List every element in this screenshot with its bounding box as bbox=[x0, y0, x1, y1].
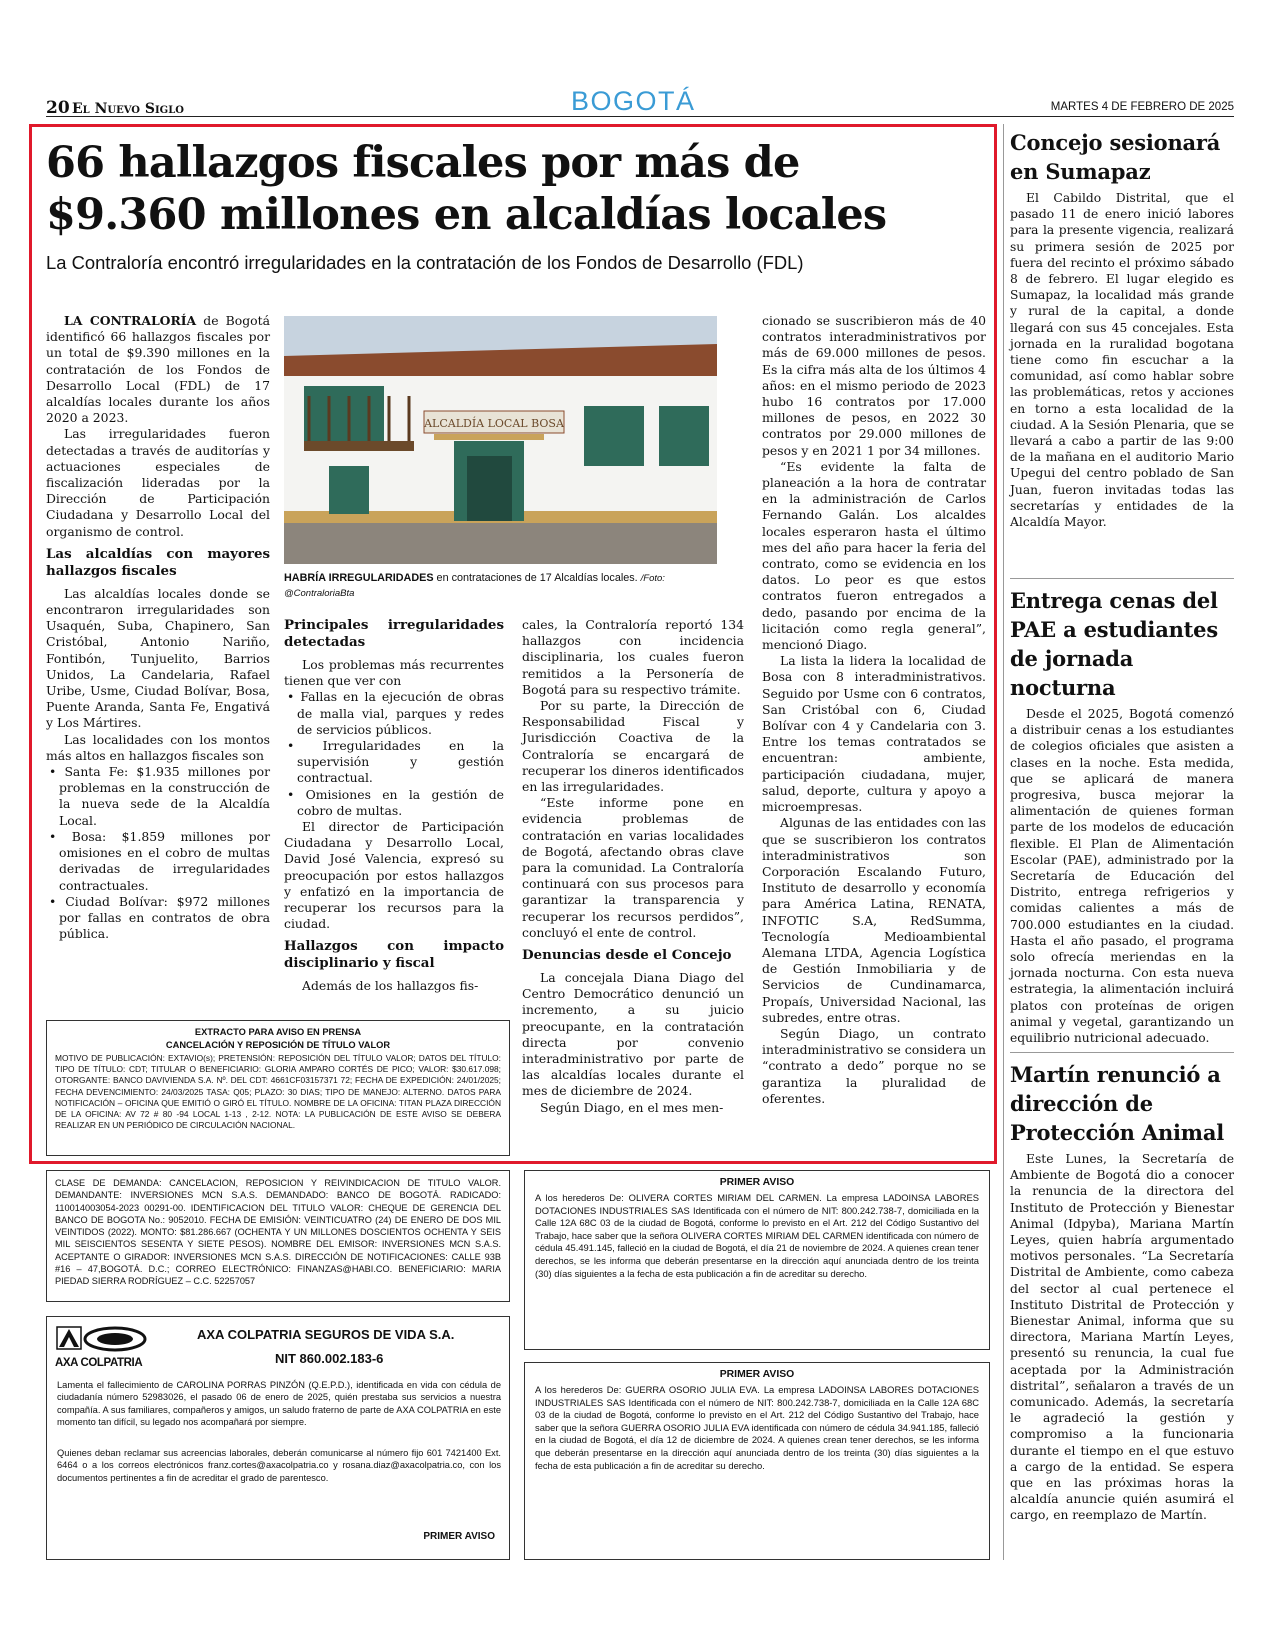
subheadline: La Contraloría encontró irregularidades en la contratación de los Fondos de Desarrollo (FDL) bbox=[46, 252, 804, 273]
paragraph: Algunas de las entidades con las que se suscribieron los contratos interadministrativos son Corporación Escalando Futuro, Instituto de desarrollo y economía para América Latina, RENATA, INFOTIC S.A, RedSumma, Tecnología Medioambiental Alemana LTDA, Agencia Logística de Gestión Inmobiliaria y de Servicios de Cundinamarca, Propaís, Universidad Nacional, las subredes, entre otras. bbox=[762, 815, 986, 1025]
ad-body: A los herederos De: GUERRA OSORIO JULIA EVA. La empresa LADOINSA LABORES DOTACIONES INDUSTRIALES SAS Identificada con el número de NIT: 800.242.738-7, domiciliada en la Calle 12A 68C 03 de la ciudad de Bogotá, conforme lo previsto en el Art. 212 del Código Sustantivo del Trabajo, hace saber que la señora GUERRA OSORIO JULIA EVA identificada con número de cédula 34.941.185, falleció en la ciudad de Bogotá, el día 12 de diciembre de 2024. A quienes crean tener derechos, se les informa que deberán presentarse en la dirección aquí anunciada dentro de los treinta (30) días siguientes a la fecha de esta publicación a fin de acreditar su derecho. bbox=[535, 1384, 979, 1471]
paragraph: Las irregularidades fueron detectadas a través de auditorías y actuaciones especiales de fiscalización lideradas por la Dirección de Participación Ciudadana y Desarrollo Local del organismo de control. bbox=[46, 426, 270, 539]
lead-bold: LA CONTRALORÍA bbox=[64, 313, 197, 328]
issue-date: MARTES 4 DE FEBRERO DE 2025 bbox=[1050, 101, 1234, 113]
axa-logo-icon bbox=[55, 1325, 155, 1353]
ad-paragraph: Quienes deban reclamar sus acreencias laborales, deberán comunicarse al número fijo 601 7421400 Ext. 6464 o a los correos electrónicos franz.cortes@axacolpatria.co y rosana.diaz@axacolpatria.co, con los documentos pertinentes a fin de acreditar el grado de parentesco. bbox=[57, 1448, 501, 1483]
sidebar-story-2 bbox=[1010, 586, 1234, 1046]
ad-aviso-1 bbox=[524, 1170, 990, 1350]
ad-body: CLASE DE DEMANDA: CANCELACION, REPOSICION Y REIVINDICACION DE TITULO VALOR. DEMANDANTE: INVERSIONES MCN S.A.S. DEMANDADO: BANCO DE BOGOTÁ. RADICADO: 11001400305​4-2023 00291-00. IDENTIFICACION DEL TITULO VALOR: CHEQUE DE GERENCIA DEL BANCO DE BOGOTA No.: 9052010. FECHA DE EMISIÓN: VEINTICUATRO (24) DE ENERO DE DOS MIL VEINTIDOS (2022). MONTO: $81.286.667 (OCHENTA Y UN MILLONES DOSCIENTOS OCHENTA Y SEIS MIL SEISCIENTOS SESENTA Y SIETE PESOS). NOMBRE DEL EMISOR: INVERSIONES MCN S.A.S. ACEPTANTE O GIRADOR: INVERSIONES MCN S.A.S. DIRECCIÓN DE NOTIFICACIONES: CALLE 93B #16 – 47,BOGOTÁ. D.C.; CORREO ELECTRÓNICO: FINANZAS@HABI.CO. BENEFICIARIO: MARIA PIEDAD SIERRA RODRÍGUEZ – C.C. 52257057 bbox=[55, 1178, 501, 1287]
bullet-item: • Omisiones en la gestión de cobro de multas. bbox=[284, 787, 504, 819]
paragraph: Según Diago, un contrato interadministrativo se considera un “contrato a dedo” porque no se garantiza la pluralidad de oferentes. bbox=[762, 1025, 986, 1106]
article-column-4 bbox=[762, 313, 986, 1107]
article-column-3 bbox=[522, 617, 744, 1116]
ad-footer: PRIMER AVISO bbox=[423, 1531, 495, 1542]
article-photo bbox=[284, 316, 717, 564]
company-name: AXA COLPATRIA SEGUROS DE VIDA S.A. bbox=[197, 1327, 455, 1342]
photo-caption: HABRÍA IRREGULARIDADES en contrataciones de 17 Alcaldías locales. /Foto: @ContraloriaBta bbox=[284, 572, 665, 599]
lead-paragraph: LA CONTRALORÍA de Bogotá identificó 66 hallazgos fiscales por un total de $9.390 millones en la contratación de los Fondos de Desarrollo Local (FDL) de 17 alcaldías locales durante los años 2020 a 2023. bbox=[46, 313, 270, 426]
page-number: 20 bbox=[46, 98, 70, 118]
ad-title: PRIMER AVISO bbox=[719, 1369, 795, 1380]
ad-body: A los herederos De: OLIVERA CORTES MIRIAM DEL CARMEN. La empresa LADOINSA LABORES DOTACIONES INDUSTRIALES SAS Identificada con el número de NIT: 800.242.738-7, domiciliada en la Calle 12A 68C 03 de la ciudad de Bogotá, conforme lo previsto en el Art. 212 del Código Sustantivo del Trabajo, hace saber que la señora OLIVERA CORTES MIRIAM DEL CARMEN identificada con número de cédula 45.491.145, falleció en la ciudad de Bogotá, el día 21 de noviembre de 2024. A quienes crean tener derechos, se les informa que deberán presentarse en la dirección aquí anunciada dentro de los treinta (30) días siguientes a la fecha de esta publicación a fin de acreditar su derecho. bbox=[535, 1192, 979, 1279]
story-headline: Entrega cenas del PAE a estudiantes de jornada nocturna bbox=[1010, 588, 1218, 700]
caption-bold: HABRÍA IRREGULARIDADES bbox=[284, 572, 434, 584]
newspaper-name: El Nuevo Siglo bbox=[72, 101, 184, 117]
ad-subtitle: CANCELACIÓN Y REPOSICIÓN DE TÍTULO VALOR bbox=[165, 1040, 391, 1050]
paragraph: “Este informe pone en evidencia problemas de contratación en varias localidades de Bogotá, afectando obras clave para la comunidad. La Contraloría continuará con sus procesos para garantizar la transparencia y recuperar los recursos perdidos”, concluyó el ente de control. bbox=[522, 795, 744, 940]
axa-logo bbox=[55, 1325, 175, 1369]
photo-credit: /Foto: @ContraloriaBta bbox=[284, 573, 665, 599]
sidebar-rule bbox=[1010, 578, 1234, 579]
story-body: El Cabildo Distrital, que el pasado 11 de enero inició labores para la presente vigencia, realizará su primera sesión de 2025 por fuera del recinto el próximo sábado 8 de febrero. El lugar elegido es Sumapaz, la localidad más grande y rural de la capital, a donde llegará con sus 45 concejales. Esta jornada en la ruralidad bogotana tiene como fin escuchar a la comunidad, así como hablar sobre las problemáticas, retos y acciones en torno a esta localidad de la ciudad. A la Sesión Plenaria, que se llevará a cabo a partir de las 9:00 de la mañana en el auditorio Mario Upegui del centro poblado de San Juan, fueron invitadas todas las secretarías y entidades de la Alcaldía Mayor. bbox=[1010, 191, 1234, 530]
paragraph: “Es evidente la falta de planeación a la hora de contratar en la administración de Carlos Fernando Galán. Los alcaldes locales esperaron hasta el último mes del año para hacer la feria del contrato, como se evidencia en los datos. Lo peor es que estos contratos fueron entregados a dedo, pasando por encima de la licitación como regla general”, mencionó Diago. bbox=[762, 458, 986, 653]
bullet-item: • Irregularidades en la supervisión y gestión contractual. bbox=[284, 738, 504, 787]
bullet-item: • Bosa: $1.859 millones por omisiones en el cobro de multas derivadas de irregularidades contractuales. bbox=[46, 829, 270, 894]
subhead: Principales irregularidades detectadas bbox=[284, 617, 504, 650]
story-body: Este Lunes, la Secretaría de Ambiente de Bogotá dio a conocer la renuncia de la directora del Instituto de Protección y Bienestar Animal (Idpyba), Mariana Martín Leyes, quien habría argumentado motivos personales. “La Secretaría Distrital de Ambiente, como cabeza del sector al cual pertenece el Instituto Distrital de Protección y Bienestar Animal, informa que su directora, Mariana Martín Leyes, presentó su renuncia, la cual fue aceptada por la Administración distrital”, señalaron a través de un comunicado. Además, la secretaría le agradeció la gestión y compromiso a la funcionaria durante el tiempo en el que estuvo a cargo de la entidad. Se espera que en las próximas horas la alcaldía anuncie quién asumirá el cargo, en reemplazo de Martín. bbox=[1010, 1152, 1234, 1523]
story-body: Desde el 2025, Bogotá comenzó a distribuir cenas a los estudiantes de colegios oficiales que asisten a clases en la noche. Esta medida, que se aplicará de manera progresiva, busca mejorar la alimentación de quienes forman parte de los modelos de educación flexible. El Plan de Alimentación Escolar (PAE), administrado por la Secretaría de Educación del Distrito, entrega refrigerios y comidas calientes a más de 700.000 estudiantes en la ciudad. Hasta el año pasado, el programa solo ofrecía meriendas en la jornada nocturna. Con esta nueva estrategia, la alimentación incluirá platos con proteínas de origen animal y vegetal, garantizando un equilibrio nutricional adecuado. bbox=[1010, 707, 1234, 1046]
paragraph: cales, la Contraloría reportó 134 hallazgos con incidencia disciplinaria, los cuales fueron remitidos a la Personería de Bogotá para su respectivo trámite. bbox=[522, 617, 744, 697]
sidebar-story-1 bbox=[1010, 128, 1234, 530]
ad-body: MOTIVO DE PUBLICACIÓN: EXTAVIO(s); PRETENSIÓN: REPOSICIÓN DEL TÍTULO VALOR; DATOS DEL TÍTULO: TIPO DE TÍTULO: CDT; TITULAR O BENEFICIARIO: GLORIA AMPARO CORTÉS DE PICO; VALOR: $30.617.098; OTORGANTE: BANCO DAVIVIENDA S.A. Nº. DEL CDT: 4661CF03157371 72; FECHA DE EXPEDICIÓN: 24/01/2025; FECHA DEVENCIMIENTO: 24/03/2025 TASA: Q05; PLAZO: 30 DIAS; TIPO DE MANEJO: ALTERNO. DATOS PARA NOTIFICACIÓN – OFICINA QUE EMITIÓ O GIRÓ EL TÍTULO. NOMBRE DE LA OFICINA: TITAN PLAZA DIRECCIÓN DE LA OFICINA: AV 72 # 80 -94 LOCAL 1-13 , 2-12. NOTA: LA PUBLICACIÓN DE ESTE AVISO SE DEBERA REALIZAR EN UN PERIÓDICO DE CIRCULACIÓN NACIONAL. bbox=[55, 1053, 501, 1131]
headline-line-2: $9.360 millones en alcaldías locales bbox=[46, 190, 887, 240]
sign-text: ALCALDÍA LOCAL BOSA bbox=[424, 417, 564, 430]
section-title: BOGOTÁ bbox=[571, 86, 696, 116]
paragraph: Las alcaldías locales donde se encontraron irregularidades son Usaquén, Suba, Chapinero, San Cristóbal, Antonio Nariño, Fontibón, Tunjuelito, Barrios Unidos, La Candelaria, Rafael Uribe, Usme, Ciudad Bolívar, Bosa, Puente Aranda, Santa Fe, Engativá y Los Mártires. bbox=[46, 585, 270, 731]
ad-aviso-2 bbox=[524, 1362, 990, 1560]
paragraph: Los problemas más recurrentes tienen que ver con bbox=[284, 657, 504, 689]
bullet-item: • Ciudad Bolívar: $972 millones por fallas en contratos de obra pública. bbox=[46, 894, 270, 943]
paragraph: Por su parte, la Dirección de Responsabilidad Fiscal y Jurisdicción Coactiva de la Contraloría se encargará de recuperar los dineros identificados en las irregularidades. bbox=[522, 698, 744, 795]
bullet-item: • Fallas en la ejecución de obras de malla vial, parques y redes de servicios públicos. bbox=[284, 689, 504, 738]
story-headline: Concejo sesionará en Sumapaz bbox=[1010, 130, 1221, 184]
company-nit: NIT 860.002.183-6 bbox=[275, 1351, 384, 1366]
logo-text: AXA COLPATRIA bbox=[55, 1357, 143, 1369]
sidebar-divider bbox=[1003, 124, 1004, 1560]
article-column-1 bbox=[46, 313, 270, 942]
building-illustration bbox=[284, 316, 717, 564]
ad-axa bbox=[46, 1316, 510, 1560]
subhead: Hallazgos con impacto disciplinario y fiscal bbox=[284, 938, 504, 972]
ad-paragraph: Lamenta el fallecimiento de CAROLINA PORRAS PINZÓN (Q.E.P.D.), identificada en vida con cédula de ciudadanía número 52983026, el pasado 06 de enero de 2025, quién prestaba sus servicios a nuestra compañía. A sus familiares, compañeros y amigos, un saludo fraterno de parte de AXA COLPATRIA en este momento tan difícil, su legado nos acompañará por siempre. bbox=[57, 1380, 501, 1428]
paragraph: El director de Participación Ciudadana y Desarrollo Local, David José Valencia, expresó su preocupación por estos hallazgos y enfatizó en la importancia de recuperar los recursos para la ciudad. bbox=[284, 819, 504, 932]
headline-line-1: 66 hallazgos fiscales por más de bbox=[46, 138, 800, 188]
paragraph: Además de los hallazgos fis- bbox=[302, 978, 479, 994]
paragraph: La concejala Diana Diago del Centro Democrático denunció un incremento, a su juicio preocupante, en la contratación directa por convenio interadministrativo por parte de las alcaldías locales durante el mes de diciembre de 2024. bbox=[522, 970, 744, 1099]
ad-extracto bbox=[46, 1020, 510, 1156]
header-rule bbox=[46, 116, 1234, 117]
subhead: Denuncias desde el Concejo bbox=[522, 947, 732, 964]
sidebar-story-3 bbox=[1010, 1060, 1234, 1524]
paragraph: cionado se suscribieron más de 40 contratos interadministrativos por más de 69.000 millones de pesos. Es la cifra más alta de los últimos 4 años: en el mismo periodo de 2023 hubo 16 contratos por 17.000 millones de pesos, en 2022 30 contratos por 29.000 millones de pesos y en 2021 1 por 34 millones. bbox=[762, 313, 986, 458]
ad-title: EXTRACTO PARA AVISO EN PRENSA bbox=[194, 1027, 362, 1037]
subhead: Las alcaldías con mayores hallazgos fiscales bbox=[46, 545, 270, 579]
paragraph: Las localidades con los montos más altos en hallazgos fiscales son bbox=[46, 731, 270, 763]
sidebar-rule bbox=[1010, 1052, 1234, 1053]
article-column-2 bbox=[284, 617, 504, 995]
ad-title: PRIMER AVISO bbox=[719, 1177, 795, 1188]
paragraph: La lista la lidera la localidad de Bosa con 8 interadministrativos. Seguido por Usme con 6 contratos, San Cristóbal con 6, Ciudad Bolívar con 4 y Candelaria con 3. Entre los temas contratados se encuentran: ambiente, participación ciudadana, mujer, salud, deporte, cultura y apoyo a microempresas. bbox=[762, 653, 986, 815]
ad-demanda bbox=[46, 1170, 510, 1302]
paragraph: Según Diago, en el mes men- bbox=[540, 1099, 724, 1115]
bullet-item: • Santa Fe: $1.935 millones por problemas en la construcción de la nueva sede de la Alcaldía Local. bbox=[46, 764, 270, 829]
story-headline: Martín renunció a dirección de Protección Animal bbox=[1010, 1062, 1225, 1145]
